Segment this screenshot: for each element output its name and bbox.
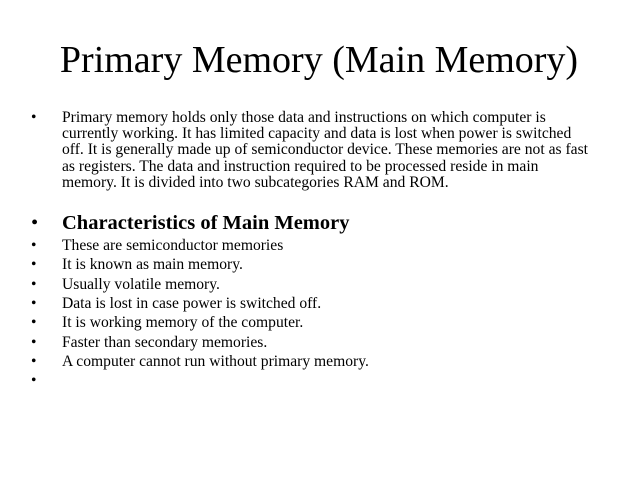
bullet-marker: • — [31, 109, 37, 126]
bullet-marker: • — [31, 294, 37, 312]
list-item-text: Faster than secondary memories. — [62, 333, 268, 351]
slide-title: Primary Memory (Main Memory) — [59, 39, 579, 81]
bullet-marker: • — [31, 212, 39, 235]
intro-text: Primary memory holds only those data and instructions on which computer is currently working. It has limited capacity and data is lost when power is switched off. It is generally made up of semiconductor device. These memories are not as fast as registers. The data and instruction required to be processed reside in main memory. It is divided into two subcategories RAM and ROM. — [62, 109, 588, 191]
bullet-marker: • — [31, 275, 37, 293]
list-item — [31, 352, 591, 371]
bullet-marker: • — [31, 237, 37, 255]
list-item-text: Usually volatile memory. — [62, 275, 220, 293]
bullet-marker: • — [31, 333, 37, 351]
bullet-marker: • — [31, 256, 37, 274]
list-item-text: A computer cannot run without primary memory. — [62, 352, 369, 370]
list-item — [31, 294, 591, 313]
section-heading-text: Characteristics of Main Memory — [62, 212, 350, 235]
bullet-marker: • — [31, 314, 37, 332]
list-item — [31, 255, 591, 274]
bullet-marker: • — [31, 372, 37, 390]
bullet-marker: • — [31, 352, 37, 370]
list-item-text: Data is lost in case power is switched off. — [62, 294, 322, 312]
list-item-text: It is working memory of the computer. — [62, 314, 304, 332]
section-heading — [31, 211, 591, 235]
list-item-text: These are semiconductor memories — [62, 237, 284, 255]
list-item — [31, 333, 591, 352]
bullet-list — [31, 110, 591, 390]
list-item — [31, 275, 591, 294]
intro-paragraph — [31, 110, 591, 191]
list-item-text: It is known as main memory. — [62, 256, 243, 274]
list-item — [31, 236, 591, 255]
list-item — [31, 313, 591, 332]
list-item-empty — [31, 371, 591, 390]
